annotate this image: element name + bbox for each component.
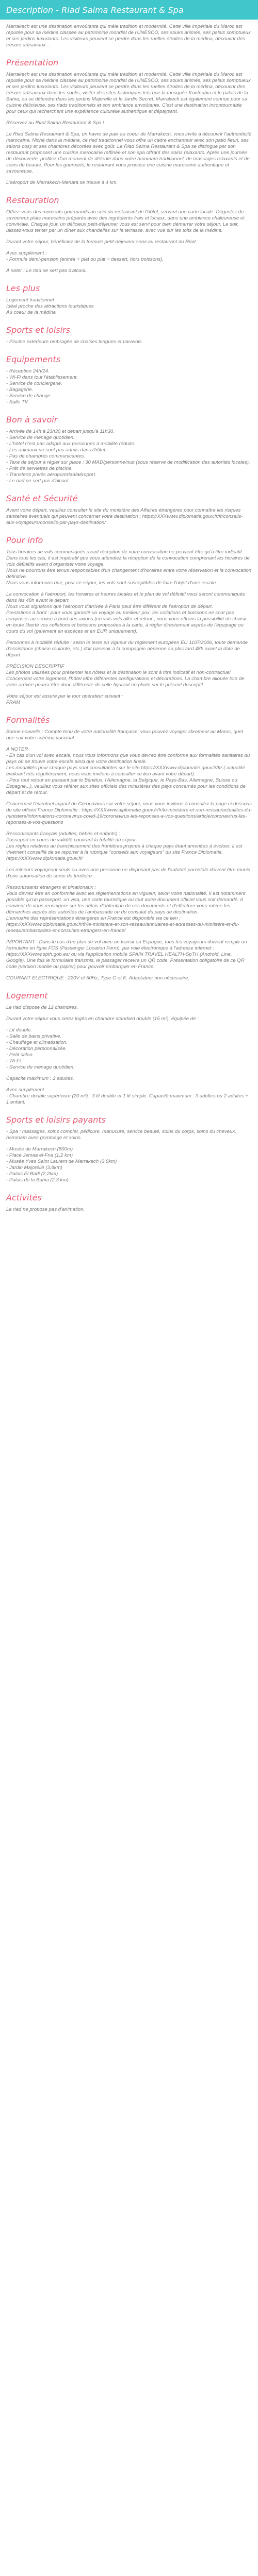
section-paragraph: Tous horaires de vols communiqués avant réception de votre convocation ne peuvent être qu'à titre indicatif. Dans tous les cas, il est impératif que vous attendiez la réception de la convocation comprenant les horaires de vols définitifs avant d'organiser votre voyage. Nous ne pourrons être tenus responsables d'un changement d'horaires entre votre réservation et la convocation définitive. Nous vous informons que, pour ce séjour, les vols sont susceptibles de faire l'objet d'une escale.: [6, 549, 252, 586]
section: [6, 1115, 252, 1183]
section-paragraph: Durant votre séjour vous serez logés en chambre standard double (15 m²), équipée de :: [6, 1016, 199, 1022]
section-paragraph: Votre séjour est assuré par le tour opérateur suivant : FRAM: [6, 693, 123, 705]
title-bar: [0, 0, 258, 20]
section-heading: Equipements: [6, 354, 61, 364]
section: [6, 991, 252, 1106]
section-paragraph: Bonne nouvelle : Compte tenu de votre nationalité française, vous pouvez voyager librement au Maroc, quel que soit votre schéma vaccinal.: [6, 729, 243, 741]
section-heading: Les plus: [6, 283, 40, 293]
section-paragraph: PRÉCISION DESCRIPTIF Les photos utilisées pour présenter les hôtels et la destination le sont à titre indicatif et non-contractuel. Concernant votre logement, l'hôtel offre différentes configurations et décorations. La chambre allouée lors de votre arrivée pourra être donc différente de celle figurant en photo sur le présent descriptif.: [6, 664, 245, 688]
content: [0, 20, 258, 1213]
section: [6, 415, 252, 484]
section-heading: Formalités: [6, 715, 50, 725]
section-paragraph: Concernant l'éventuel impact du Coronavirus sur votre séjour, nous vous invitons à consulter la page ci-dessous du site officiel France Diplomatie : https://XXXwww.diplomatie.gouv.fr/fr/le-ministere-et-son-reseau/actualites-du-ministere/informations-coronavirus-covid-19/coronavirus-les-reponses-a-vos-questions/article/coronavirus-les-reponses-a-vos-questions: [6, 801, 252, 825]
section-paragraph: - Réception 24h/24. - Wi-Fi dans tout l'établissement. - Service de conciergerie. - Bagagerie. - Service de change. - Salle TV.: [6, 368, 78, 405]
section-heading: Logement: [6, 991, 48, 1001]
section: [6, 715, 252, 981]
section-paragraph: Capacité maximum : 2 adultes.: [6, 1076, 74, 1081]
section-heading: Sports et loisirs: [6, 325, 70, 335]
section-paragraph: Le riad ne propose pas d'animation.: [6, 1207, 85, 1212]
section: [6, 195, 252, 274]
section: [6, 354, 252, 405]
section-heading: Présentation: [6, 58, 59, 67]
section: [6, 494, 252, 526]
section-paragraph: Marrakech est une destination envoûtante qui mêle tradition et modernité. Cette ville impériale du Maroc est réputée pour sa médina classée au patrimoine mondial de l'UNESCO, ses souks animés, ses palais somptueux et ses jardins luxuriants. Les visiteurs peuvent se perdre dans les ruelles étroites de la médina, découvrir des trésors artisanaux dans les souks, visiter des sites historiques tels que la mosquée Koutoubia et le palais de la Bahia, ou se détendre dans les jardins Majorelle et le Jardin Secret. Marrakech est également connue pour sa cuisine délicieuse, ses riads traditionnels et son ambiance envoûtante. C'est une destination incontournable pour ceux qui recherchent une expérience culturelle authentique et dépaysant.: [6, 72, 251, 114]
section-heading: Bon à savoir: [6, 415, 58, 425]
page: [0, 0, 258, 1213]
section-paragraph: - Lit double. - Salle de bains privative. - Chauffage et climatisation. - Décoration personnalisée. - Petit salon. - Wi-Fi. - Service de ménage quotidien.: [6, 1027, 75, 1070]
section-paragraph: Le Riad Salma Restaurant & Spa, un havre de paix au coeur de Marrakech, vous invite à découvrir l'authenticité marocaine. Niché dans la médina, ce riad traditionnel vous offre un cadre enchanteur avec son patio fleuri, ses salons cosy et ses chambres décorées avec goût. Le Riad Salma Restaurant & Spa se distingue par son restaurant proposant une cuisine marocaine raffinée et son spa offrant des soins relaxants. Après une journée de découverte, profitez d'un moment de détente dans notre hammam traditionnel, de massages relaxants et de soins de beauté. Pour les gourmets, le restaurant vous propose une cuisine marocaine authentique et savoureuse.: [6, 131, 252, 174]
section-paragraph: IMPORTANT : Dans le cas d'un plan de vol avec un transit en Espagne, tous les voyageurs doivent remplir un formulaire en ligne FCS (Passenger Location Form), par voie électronique à l'adresse internet : https://XXXwww.spth.gob.es/ ou via l'application mobile SPAIN TRAVEL HEALTH-SpTH (Android, Line, Google). Une fois le formulaire transmis, le passager recevra un QR code. Présentation obligatoire de ce QR code (version mobile ou papier) pour pouvoir embarquer en France.: [6, 939, 247, 970]
section-heading: Sports et loisirs payants: [6, 1115, 106, 1125]
section-paragraph: Avant votre départ, veuillez consulter le site du ministère des Affaires étrangères pour connaître les risques sanitaires éventuels qui peuvent concerner votre destination : https://XXXwww.diplomatie.gouv.fr/fr/conseils-aux-voyageurs/conseils-par-pays-destination/: [6, 507, 243, 526]
section-paragraph: L'aéroport de Marrakech-Menara se trouve à 4 km.: [6, 180, 118, 185]
section-paragraph: Réservez au Riad Salma Restaurant & Spa !: [6, 120, 104, 126]
intro-text: Marrakech est une destination envoûtante qui mêle tradition et modernité. Cette ville impériale du Maroc est réputée pour sa médina classée au patrimoine mondial de l'UNESCO, ses souks animés, ses palais somptueux et ses jardins luxuriants. Les visiteurs peuvent se perdre dans les ruelles étroites de la médina, découvrir des trésors artisanaux ...: [6, 24, 251, 48]
section-paragraph: - Musée de Marrakech (800m) - Place Jemaa el-Fna (1,2 km) - Musée Yves Saint Laurent de Marrakech (3,8km) - Jardin Majorelle (3,8km) - Palais El Badi (2,2km) - Palais de la Bahia (2,3 km): [6, 1146, 117, 1183]
section-paragraph: Offrez-vous des moments gourmands au sein du restaurant de l'hôtel, servant une carte locale. Dégustez de savoureux plats marocains préparés avec des ingrédients frais et locaux, dans une ambiance chaleureuse et conviviale. Chaque jour, un délicieux petit-déjeuner vous est servi pour bien démarrer votre séjour. Le soir, laissez-vous tenter par un dîner aux chandelles sur la terrasse, avec vue sur les toits de la médina.: [6, 209, 245, 233]
section-paragraph: La convocation à l'aéroport, les horaires et heures locales et le plan de vol définitif vous seront communiqués dans les 48h avant le départ. Nous vous signalons que l'aéroport d'arrivée à Paris peut être différent de l'aéroport de départ. Prestations à bord : pour vous garantir un voyage au meilleur prix, les collations et boissons ne sont pas comprises au service à bord des avions (en vols vols aller et retour ; nous vous offrons la possibilité de choisir en toute liberté vos collations et boissons proposées à la carte, à régler directement auprès de l'équipage ou cours du vol (paiement en espèces et en EUR uniquement).: [6, 591, 247, 634]
section-paragraph: COURANT ELECTRIQUE : 220V et 50Hz, Type C et E. Adaptateur non nécessaire.: [6, 975, 190, 981]
section: [6, 1193, 252, 1213]
section-heading: Restauration: [6, 195, 59, 205]
section-paragraph: A noter : Le riad ne sert pas d'alcool.: [6, 268, 87, 274]
section-paragraph: Le riad dispose de 12 chambres.: [6, 1005, 78, 1010]
section-paragraph: Avec supplément : - Formule demi-pension (entrée + plat ou plat + dessert, hors boissons).: [6, 250, 164, 262]
section-paragraph: A NOTER - En cas d'un vol avec escale, nous vous informons que vous devrez être conforme aux formalités sanitaires du pays où se trouve votre escale ainsi que votre destination finale. Les modalités pour chaque pays sont consultables sur le site https://XXXwww.diplomatie.gouv.fr/fr/ ( actualité évoluant très régulièrement, nous vous invitons à consulter ce lien avant votre départ). - Pour tout retour en passant par le Bénélux, l'Allemagne, la Belgique, le Pays-Bas, Allemagne, Suisse ou Espagne...), veuillez vous référer aux sites officiels des ministères des pays concernés pour les conditions de départ et de retour.: [6, 747, 250, 795]
section-paragraph: Logement traditionnel Idéal proche des attractions touristiques Au coeur de la médina: [6, 297, 94, 315]
section-heading: Activités: [6, 1193, 42, 1202]
section-paragraph: - Arrivée de 14h à 23h30 et départ jusqu'à 11h30. - Service de ménage quotidien. - L'hôtel n'est pas adapté aux personnes à mobilité réduite. - Les animaux ne sont pas admis dans l'hôtel. - Pas de chambres communicantes. - Taxe de séjour à régler sur place : 30 MAD/personne/nuit (sous réserve de modification des autorités locales). - Prêt de serviettes de piscine. - Transferts privés aéroport/riad/aéroport. - Le riad ne sert pas d'alcool.: [6, 429, 250, 484]
page-title: Description - Riad Salma Restaurant & Spa: [6, 5, 184, 15]
section-paragraph: Personnes à mobilité réduite : selon le texte en vigueur du règlement européen EU 1107/2006, toute demande d'assistance (chaise roulante, etc.) doit parvenir à la compagnie aérienne au plus tard 48h avant la date de départ.: [6, 640, 248, 658]
section-paragraph: Ressortissants étrangers et binationaux : Vous devrez être en conformité avec les réglementations en vigueur, selon votre nationalité. Il est notamment possible qu'un passeport, un visa, une carte touristique ou tout autre document officiel vous soit demandé. Il convient de vous renseigner sur les délais d'obtention de ces documents et d'effectuer vous-même les démarches auprès des autorités de l'ambassade ou du consulat du pays de destination. L'annuaire des représentations étrangères en France est disponible via ce lien : https://XXXwww.diplomatie.gouv.fr/fr/le-ministere-et-son-reseau/annuaires-et-adresses-du-ministere-et-du-reseau/ambassades-et-consulats-etrangers-en-france/: [6, 885, 246, 934]
section: [6, 535, 252, 706]
section-paragraph: Durant votre séjour, bénéficiez de la formule petit-déjeuner servi au restaurant du Riad.: [6, 239, 197, 245]
section-paragraph: - Piscine extérieure ombragée de chaises longues et parasols.: [6, 339, 143, 345]
section-paragraph: - Spa : massages, soins complet, pédicure, manucure, service beauté, soins du corps, soins du cheveux, hammam avec gommage et soins.: [6, 1129, 236, 1141]
section: [6, 283, 252, 316]
section-paragraph: Ressortissants français (adultes, bébés et enfants) : Passeport en cours de validité couvrant la totalité du séjour. Les règles relatives au franchissement des frontières propres à chaque pays étant amenées à évoluer, il est vivement conseillé de se reporter à la rubrique "conseils aux voyageurs" du site France Diplomatie. https://XXXwww.diplomatie.gouv.fr/: [6, 831, 243, 861]
section: [6, 58, 252, 186]
section: [6, 325, 252, 345]
sections-container: [6, 58, 252, 1213]
section-heading: Pour info: [6, 535, 43, 545]
section-heading: Santé et Sécurité: [6, 494, 78, 503]
section-paragraph: Les mineurs voyageant seuls ou avec une personne ne disposant pas de l'autorité parentale doivent être munis d'une autorisation de sortie de territoire.: [6, 867, 250, 879]
section-paragraph: Avec supplément : - Chambre double supérieure (20 m²) : 3 lit double et 1 lit simple. Capacité maximum : 3 adultes ou 2 adultes + 1 enfant.: [6, 1087, 248, 1105]
